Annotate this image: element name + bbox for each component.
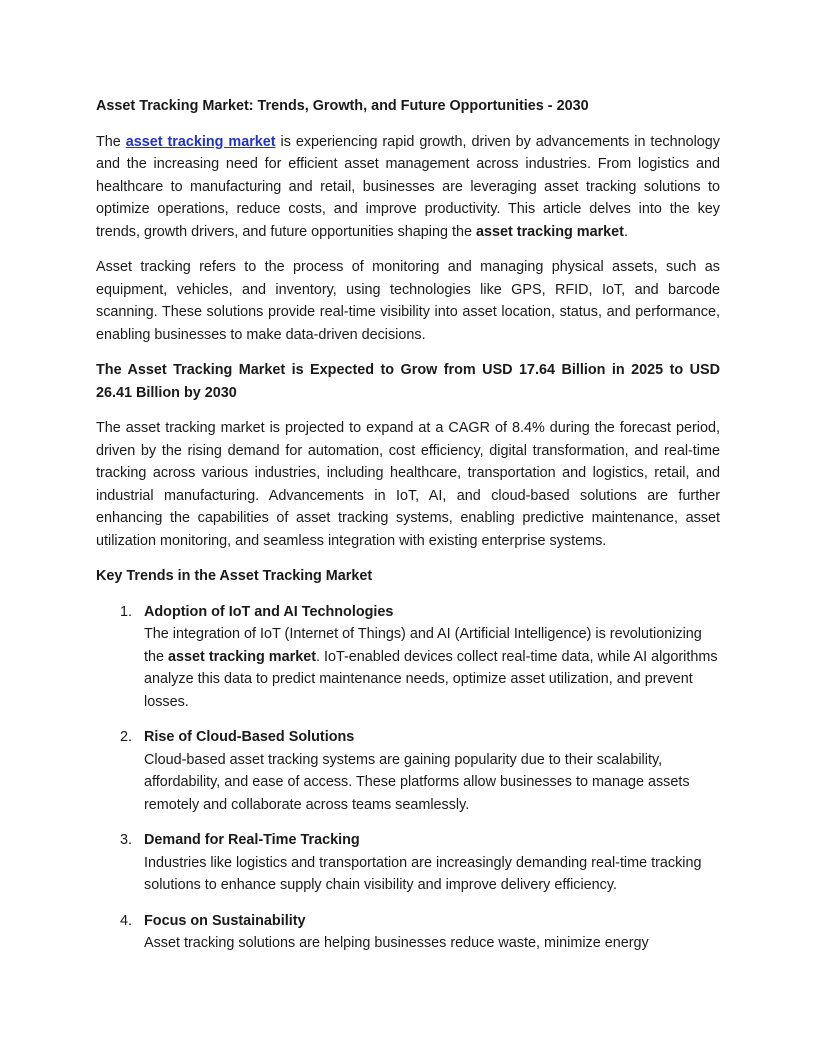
document-title: Asset Tracking Market: Trends, Growth, and Future Opportunities - 2030: [96, 98, 589, 114]
intro-body: is experiencing rapid growth, driven by advancements in technology and the increasing need for efficient asset management across industries. From logistics and healthcare to manufacturing and retail, businesses are leveraging asset tracking solutions to optimize operations, reduce costs, and improve productivity. This article delves into the key trends, growth drivers, and future opportunities shaping the: [96, 133, 720, 240]
intro-end: .: [623, 223, 628, 240]
list-item-body-rest: . IoT-enabled devices collect real-time data, while AI algorithms analyze this data to predict maintenance needs, optimize asset utilization, and prevent losses.: [144, 648, 718, 710]
intro-paragraph: [96, 131, 720, 244]
list-item-title: Adoption of IoT and AI Technologies: [144, 603, 394, 620]
list-item-body: Cloud-based asset tracking systems are gaining popularity due to their scalability, affordability, and ease of access. These platforms allow businesses to manage assets remotely and collaborate across teams seamlessly.: [144, 751, 690, 813]
intro-lead: The: [96, 133, 126, 150]
list-item: [96, 601, 720, 714]
list-item-title: Demand for Real-Time Tracking: [144, 832, 360, 848]
list-item-body: Asset tracking solutions are helping businesses reduce waste, minimize energy: [144, 935, 649, 951]
list-item: [96, 910, 720, 955]
list-item-title: Rise of Cloud-Based Solutions: [144, 729, 355, 745]
trends-list: [96, 601, 720, 955]
definition-paragraph: Asset tracking refers to the process of monitoring and managing physical assets, such as equipment, vehicles, and inventory, using technologies like GPS, RFID, IoT, and barcode scanning. These solutions provide real-time visibility into asset location, status, and performance, enabling businesses to make data-driven decisions.: [96, 259, 720, 343]
list-item-body: Industries like logistics and transportation are increasingly demanding real-time tracking solutions to enhance supply chain visibility and improve delivery efficiency.: [144, 854, 702, 893]
list-item-title: Focus on Sustainability: [144, 912, 306, 929]
growth-heading: The Asset Tracking Market is Expected to Grow from USD 17.64 Billion in 2025 to USD 26.41 Billion by 2030: [96, 362, 720, 401]
document-page: [96, 95, 720, 968]
list-item: [96, 726, 720, 816]
list-item-number: 1.: [120, 603, 133, 620]
list-item-body-lead: The integration of IoT (Internet of Things) and AI (Artificial Intelligence) is revolutionizing the: [144, 626, 702, 665]
list-item-number: 4.: [120, 912, 133, 929]
list-item-body: [144, 623, 720, 713]
asset-tracking-market-link[interactable]: asset tracking market: [125, 133, 276, 150]
list-item: [96, 829, 720, 897]
intro-bold-term: asset tracking market: [475, 223, 624, 240]
cagr-paragraph: The asset tracking market is projected to expand at a CAGR of 8.4% during the forecast period, driven by the rising demand for automation, cost efficiency, digital transformation, and real-time tracking across various industries, including healthcare, transportation and logistics, retail, and industrial manufacturing. Advancements in IoT, AI, and cloud-based solutions are further enhancing the capabilities of asset tracking systems, enabling predictive maintenance, asset utilization monitoring, and seamless integration with existing enterprise systems.: [96, 420, 720, 549]
list-item-number: 2.: [120, 729, 133, 745]
list-item-body-bold: asset tracking market: [168, 648, 316, 665]
trends-heading: Key Trends in the Asset Tracking Market: [96, 568, 373, 584]
list-item-number: 3.: [120, 832, 133, 848]
